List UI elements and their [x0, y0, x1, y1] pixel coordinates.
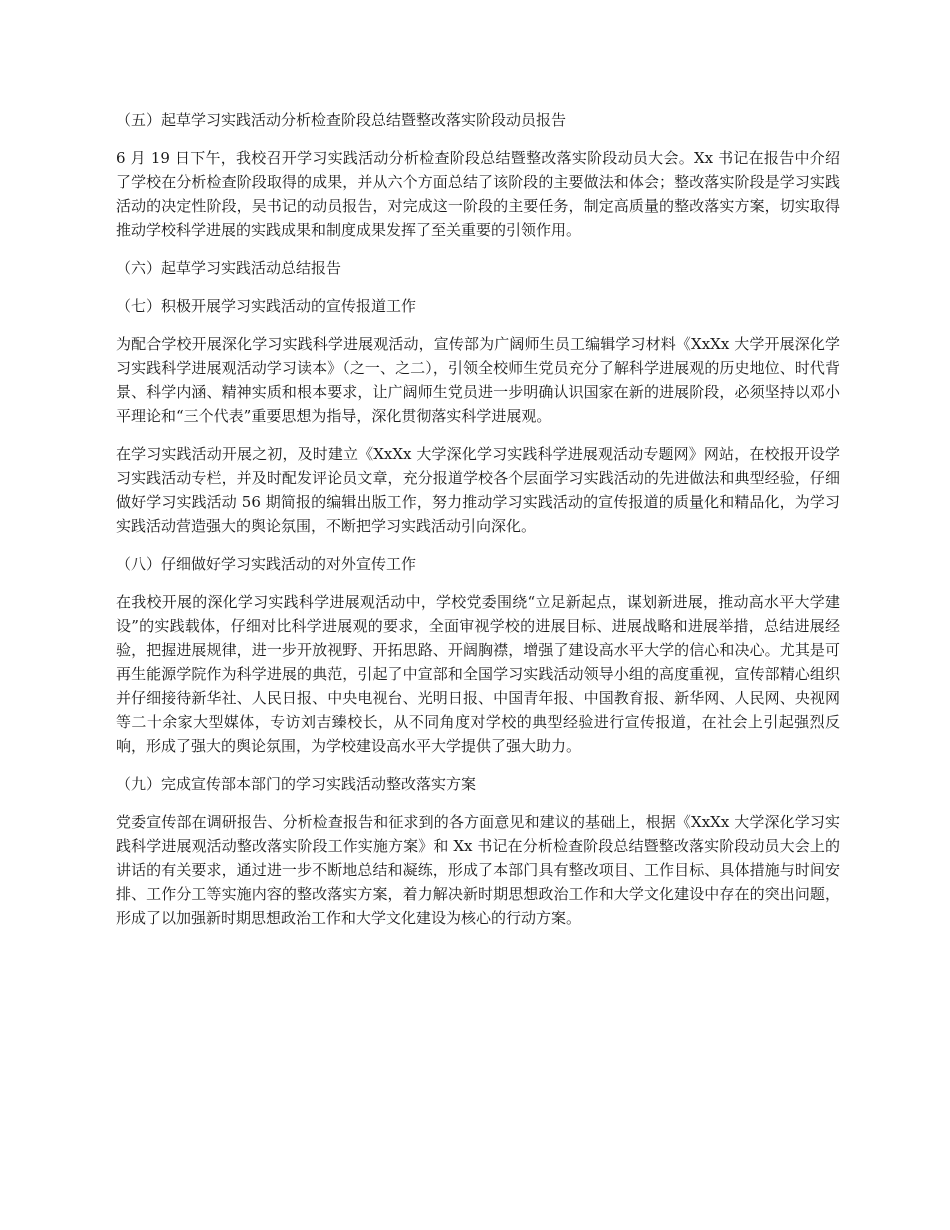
section-7-paragraph-1: 为配合学校开展深化学习实践科学进展观活动，宣传部为广阔师生员工编辑学习材料《XxXx 大学开展深化学习实践科学进展观活动学习读本》（之一、之二），引领全校师生党员充分了解科学进展观的历史地位、时代背景、科学内涵、精神实质和根本要求，让广阔师生党员进一步明确认识国家在新的进展阶段，必须坚持以邓小平理论和“三个代表”重要思想为指导，深化贯彻落实科学进展观。 [116, 335, 840, 425]
section-9-paragraph-1: 党委宣传部在调研报告、分析检查报告和征求到的各方面意见和建议的基础上，根据《XxXx 大学深化学习实践科学进展观活动整改落实阶段工作实施方案》和 Xx 书记在分析检查阶段总结暨整改落实阶段动员大会上的讲话的有关要求，通过进一步不断地总结和凝练，形成了本部门具有整改项目、工作目标、具体措施与时间安排、工作分工等实施内容的整改落实方案，着力解决新时期思想政治工作和大学文化建设中存在的突出问题，形成了以加强新时期思想政治工作和大学文化建设为核心的行动方案。 [116, 813, 840, 927]
document-page [116, 108, 840, 944]
section-heading-5: （五）起草学习实践活动分析检查阶段总结暨整改落实阶段动员报告 [116, 111, 567, 129]
section-7-paragraph-2: 在学习实践活动开展之初，及时建立《XxXx 大学深化学习实践科学进展观活动专题网》网站，在校报开设学习实践活动专栏，并及时配发评论员文章，充分报道学校各个层面学习实践活动的先进做法和典型经验，仔细做好学习实践活动 56 期简报的编辑出版工作，努力推动学习实践活动的宣传报道的质量化和精品化，为学习实践活动营造强大的舆论氛围，不断把学习实践活动引向深化。 [116, 445, 840, 535]
section-heading-9: （九）完成宣传部本部门的学习实践活动整改落实方案 [116, 775, 477, 793]
section-heading-7: （七）积极开展学习实践活动的宣传报道工作 [116, 297, 417, 315]
section-5-paragraph-1: 6 月 19 日下午，我校召开学习实践活动分析检查阶段总结暨整改落实阶段动员大会。Xx 书记在报告中介绍了学校在分析检查阶段取得的成果，并从六个方面总结了该阶段的主要做法和体会；整改落实阶段是学习实践活动的决定性阶段，吴书记的动员报告，对完成这一阶段的主要任务，制定高质量的整改落实方案，切实取得推动学校科学进展的实践成果和制度成果发挥了至关重要的引领作用。 [116, 149, 840, 239]
section-heading-6: （六）起草学习实践活动总结报告 [116, 259, 342, 277]
section-8-paragraph-1: 在我校开展的深化学习实践科学进展观活动中，学校党委围绕“立足新起点，谋划新进展，推动高水平大学建设”的实践载体，仔细对比科学进展观的要求，全面审视学校的进展目标、进展战略和进展举措，总结进展经验，把握进展规律，进一步开放视野、开拓思路、开阔胸襟，增强了建设高水平大学的信心和决心。尤其是可再生能源学院作为科学进展的典范，引起了中宣部和全国学习实践活动领导小组的高度重视，宣传部精心组织并仔细接待新华社、人民日报、中央电视台、光明日报、中国青年报、中国教育报、新华网、人民网、央视网等二十余家大型媒体，专访刘吉臻校长，从不同角度对学校的典型经验进行宣传报道，在社会上引起强烈反响，形成了强大的舆论氛围，为学校建设高水平大学提供了强大助力。 [116, 593, 840, 755]
section-heading-8: （八）仔细做好学习实践活动的对外宣传工作 [116, 555, 417, 573]
